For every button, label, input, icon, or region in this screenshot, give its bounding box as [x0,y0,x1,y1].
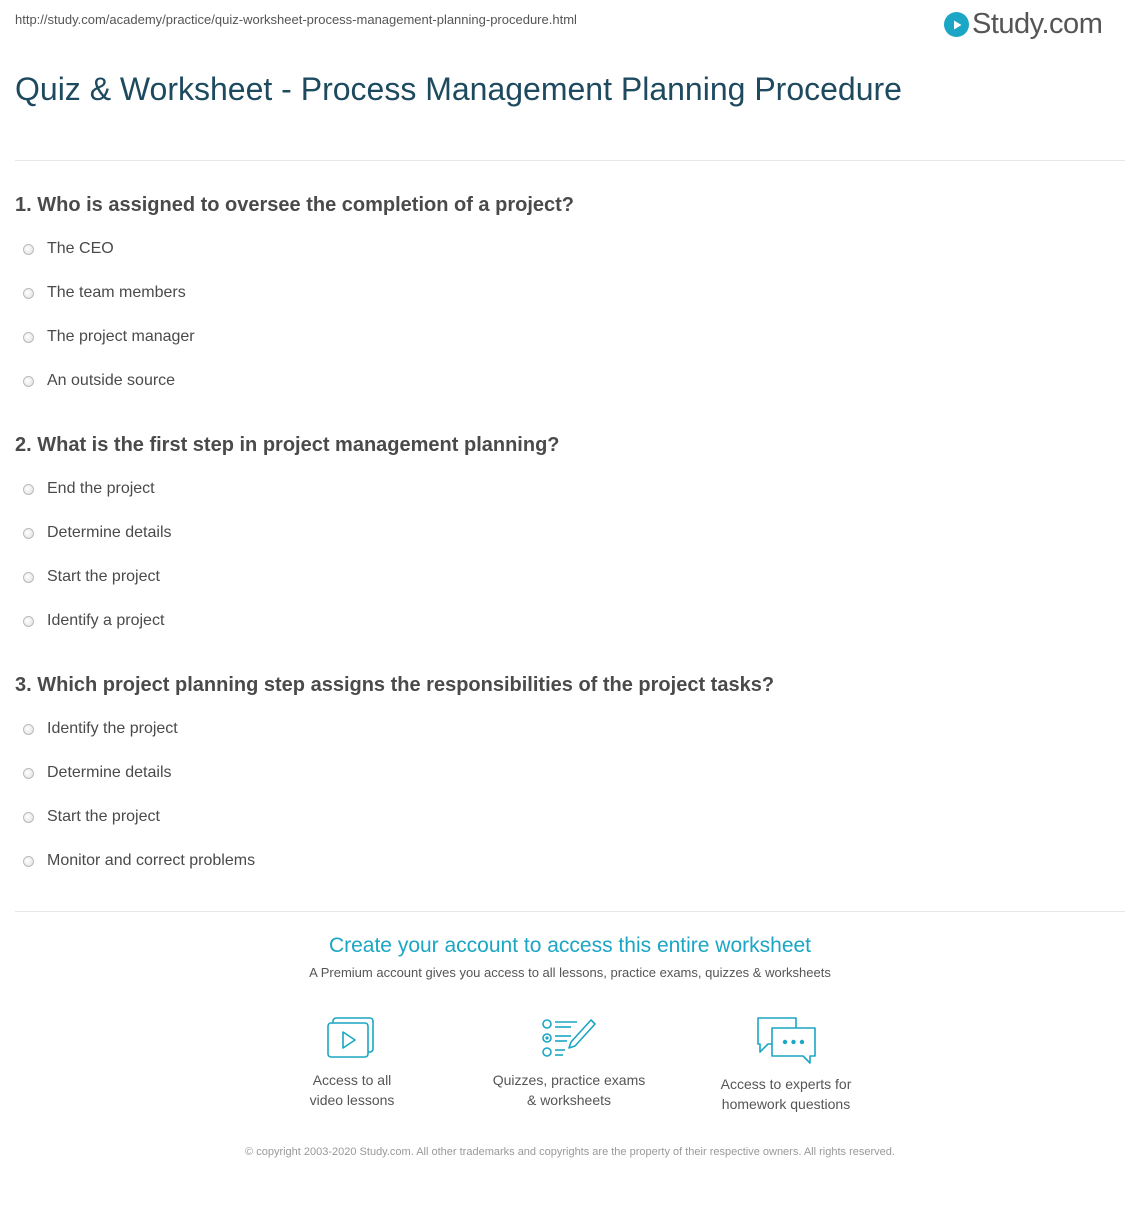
feature-experts [686,1016,886,1114]
radio-button[interactable] [23,376,34,387]
section-divider [15,911,1125,912]
radio-button[interactable] [23,724,34,735]
option-label: Identify the project [47,720,178,737]
premium-description: A Premium account gives you access to all lessons, practice exams, quizzes & worksheets [309,965,831,980]
question-2: 2. What is the first step in project management planning? [15,434,560,456]
radio-button[interactable] [23,856,34,867]
answer-option[interactable] [23,718,178,740]
radio-button[interactable] [23,812,34,823]
video-lessons-icon [326,1016,378,1060]
answer-option[interactable] [23,610,164,632]
feature-label: Quizzes, practice exams & worksheets [492,1072,646,1108]
answer-option[interactable] [23,238,114,260]
title-divider [15,160,1125,161]
question-1: 1. Who is assigned to oversee the completion of a project? [15,194,574,216]
option-label: Identify a project [47,612,165,629]
answer-option[interactable] [23,850,255,872]
answer-option[interactable] [23,370,175,392]
radio-button[interactable] [23,484,34,495]
radio-button[interactable] [23,768,34,779]
option-label: Monitor and correct problems [47,852,256,869]
answer-option[interactable] [23,522,172,544]
logo-text: Study.com [972,8,1103,40]
radio-button[interactable] [23,332,34,343]
page-url: http://study.com/academy/practice/quiz-worksheet-process-management-planning-procedure.html [15,12,577,27]
option-label: Start the project [47,808,160,825]
radio-button[interactable] [23,528,34,539]
answer-option[interactable] [23,762,172,784]
radio-button[interactable] [23,616,34,627]
answer-option[interactable] [23,326,195,348]
option-label: The CEO [47,240,114,257]
feature-video-lessons [252,1016,452,1110]
option-label: Start the project [47,568,160,585]
answer-option[interactable] [23,566,160,588]
page-title: Quiz & Worksheet - Process Management Planning Procedure [15,71,902,107]
study-logo[interactable] [944,8,1102,41]
feature-label: Access to experts for homework questions [720,1076,852,1112]
radio-button[interactable] [23,244,34,255]
radio-button[interactable] [23,288,34,299]
play-circle-icon [944,12,969,37]
feature-quizzes [469,1016,669,1110]
option-label: End the project [47,480,155,497]
option-label: An outside source [47,372,176,389]
option-label: The team members [47,284,186,301]
copyright-notice: © copyright 2003-2020 Study.com. All other trademarks and copyrights are the property of their respective owners. All rights reserved. [245,1146,895,1158]
question-3: 3. Which project planning step assigns the responsibilities of the project tasks? [15,674,775,696]
create-account-link[interactable]: Create your account to access this entire worksheet [328,934,812,957]
chat-bubbles-icon [754,1016,818,1064]
option-label: The project manager [47,328,195,345]
option-label: Determine details [47,764,172,781]
radio-button[interactable] [23,572,34,583]
option-label: Determine details [47,524,172,541]
answer-option[interactable] [23,282,186,304]
feature-label: Access to all video lessons [309,1072,395,1108]
quiz-checklist-icon [541,1016,597,1060]
answer-option[interactable] [23,806,160,828]
answer-option[interactable] [23,478,155,500]
